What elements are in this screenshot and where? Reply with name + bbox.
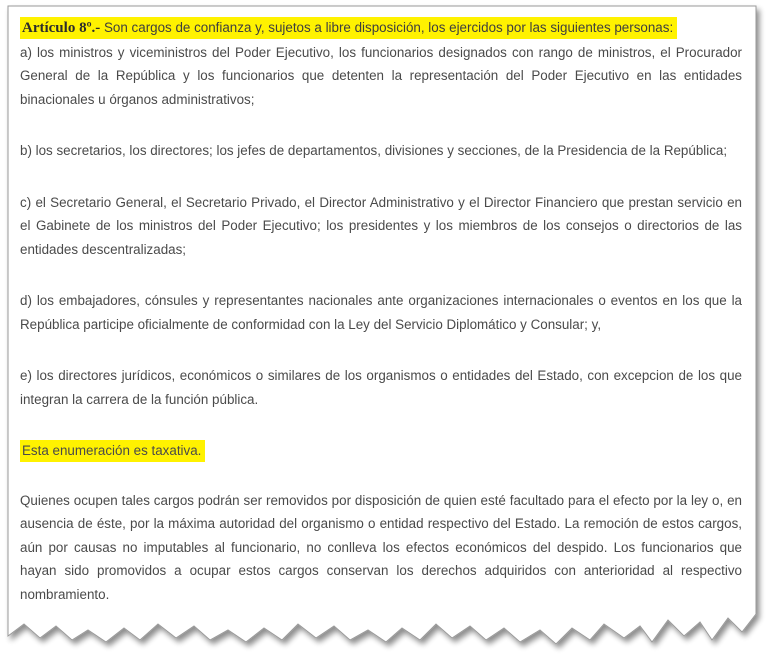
taxative-note [20,439,742,463]
highlighted-taxative: Esta enumeración es taxativa. [20,440,205,462]
item-a: a) los ministros y viceministros del Poder Ejecutivo, los funcionarios designados con rango de ministros, el Procurador General de la República y los funcionarios que detenten la representación del Poder Ejecutivo en las entidades binacionales u órganos administrativos; [20,44,742,107]
article-intro: Son cargos de confianza y, sujetos a libre disposición, los ejercidos por las siguientes personas: [100,20,674,35]
highlighted-heading [20,17,677,39]
article-label: Artículo 8º.- [22,20,101,36]
item-b: b) los secretarios, los directores; los jefes de departamentos, divisiones y secciones, de la Presidencia de la República; [20,143,728,158]
item-c: c) el Secretario General, el Secretario Privado, el Director Administrativo y el Director Financiero que prestan servicio en el Gabinete de los ministros del Poder Ejecutivo; los presidentes y los miembros de los consejos o directorios de las entidades descentralizadas; [20,194,742,257]
article-heading [20,16,742,111]
article-body [20,16,742,634]
item-d: d) los embajadores, cónsules y representantes nacionales ante organizaciones internacionales o eventos en los que la República participe oficialmente de conformidad con la Ley del Servicio Diplomático y Consular; y, [20,293,742,332]
document-page [6,4,758,650]
closing-paragraph: Quienes ocupen tales cargos podrán ser removidos por disposición de quien esté facultado para el efecto por la ley o, en ausencia de éste, por la máxima autoridad del organismo o entidad respectivo del Estado. La remoción de estos cargos, aún por causas no imputables al funcionario, no conlleva los efectos económicos del despido. Los funcionarios que hayan sido promovidos a ocupar estos cargos conservan los derechos adquiridos con anterioridad al respectivo nombramiento. [20,492,742,602]
item-e: e) los directores jurídicos, económicos o similares de los organismos o entidades del Estado, con excepcion de los que integran la carrera de la función pública. [20,368,742,407]
